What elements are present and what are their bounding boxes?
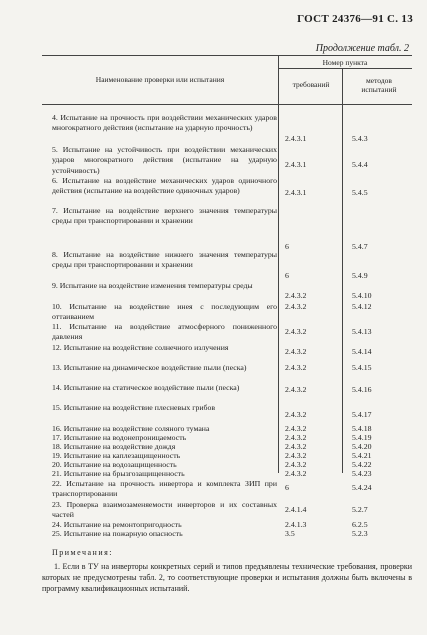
row-meth: 6.2.5 xyxy=(352,520,368,529)
row-meth: 5.4.5 xyxy=(352,188,368,197)
notes-title: Примечания: xyxy=(52,548,114,557)
row-req: 2.4.3.1 xyxy=(285,160,307,169)
row-req: 6 xyxy=(285,483,289,492)
row-name: 7. Испытание на воздействие верхнего значения температуры среды при транспортировании и хранении xyxy=(52,206,277,226)
column-header-name: Наименование проверки или испытания xyxy=(95,75,225,84)
row-req: 2.4.3.2 xyxy=(285,327,307,336)
row-req: 2.4.3.2 xyxy=(285,442,307,451)
page-header: ГОСТ 24376—91 С. 13 xyxy=(297,13,413,25)
row-meth: 5.4.7 xyxy=(352,242,368,251)
row-meth: 5.4.13 xyxy=(352,327,372,336)
table-divider-name xyxy=(278,55,279,473)
row-req: 2.4.3.2 xyxy=(285,433,307,442)
row-req: 2.4.1.4 xyxy=(285,505,307,514)
notes-block xyxy=(42,547,412,594)
row-meth: 5.4.12 xyxy=(352,302,372,311)
row-meth: 5.4.14 xyxy=(352,347,372,356)
row-req: 6 xyxy=(285,242,289,251)
row-meth: 5.4.23 xyxy=(352,469,372,478)
row-req: 2.4.3.2 xyxy=(285,460,307,469)
row-name: 13. Испытание на динамическое воздействие пыли (песка) xyxy=(52,363,247,372)
row-name: 5. Испытание на устойчивость при воздействии механических ударов многократного действия (испытание на ударную устойчивость) xyxy=(52,145,277,175)
row-req: 2.4.3.1 xyxy=(285,188,307,197)
table-top-rule xyxy=(42,55,412,56)
table-header-bottom-rule xyxy=(42,104,412,105)
row-req: 2.4.3.2 xyxy=(285,302,307,311)
row-meth: 5.4.15 xyxy=(352,363,372,372)
table-continuation-label: Продолжение табл. 2 xyxy=(315,43,409,54)
row-meth: 5.4.19 xyxy=(352,433,372,442)
row-meth: 5.4.21 xyxy=(352,451,372,460)
row-meth: 5.4.18 xyxy=(352,424,372,433)
row-name: 15. Испытание на воздействие плесневых грибов xyxy=(52,403,216,412)
row-req: 2.4.3.2 xyxy=(285,451,307,460)
row-name: 21. Испытание на брызгозащищенность xyxy=(52,469,185,478)
row-req: 2.4.3.2 xyxy=(285,291,307,300)
table-divider-codes xyxy=(342,68,343,473)
row-meth: 5.4.22 xyxy=(352,460,372,469)
row-req: 2.4.3.2 xyxy=(285,363,307,372)
row-name: 4. Испытание на прочность при воздействии механических ударов многократного действия (испытание на ударную прочность) xyxy=(52,113,277,133)
row-meth: 5.2.3 xyxy=(352,529,368,538)
row-name: 25. Испытание на пожарную опасность xyxy=(52,529,183,538)
row-name: 8. Испытание на воздействие нижнего значения температуры среды при транспортировании и хранении xyxy=(52,250,277,270)
row-req: 2.4.3.2 xyxy=(285,385,307,394)
row-req: 2.4.3.1 xyxy=(285,134,307,143)
row-meth: 5.2.7 xyxy=(352,505,368,514)
row-name: 18. Испытание на воздействие дождя xyxy=(52,442,176,451)
row-req: 2.4.3.2 xyxy=(285,469,307,478)
row-req: 3.5 xyxy=(285,529,295,538)
column-header-methods: методов испытаний xyxy=(361,76,397,94)
row-name: 23. Проверка взаимозаменяемости инверторов и их составных частей xyxy=(52,500,277,520)
row-name: 20. Испытание на водозащищенность xyxy=(52,460,177,469)
column-group-header: Номер пункта xyxy=(322,58,368,67)
notes-text: 1. Если в ТУ на инверторы конкретных серий и типов предъявлены технические требования, проверки которых не предусмотрены табл. 2, то соответствующие проверки и испытания должны быть включены в программу квалификационных испытаний. xyxy=(42,562,412,593)
row-name: 9. Испытание на воздействие изменения температуры среды xyxy=(52,281,253,290)
row-name: 19. Испытание на каплезащищенность xyxy=(52,451,181,460)
column-header-requirements: требований xyxy=(292,80,330,89)
row-name: 16. Испытание на воздействие соляного тумана xyxy=(52,424,210,433)
row-meth: 5.4.24 xyxy=(352,483,372,492)
row-req: 2.4.3.2 xyxy=(285,410,307,419)
row-req: 2.4.3.2 xyxy=(285,424,307,433)
row-meth: 5.4.4 xyxy=(352,160,368,169)
group-header-rule xyxy=(278,68,412,69)
row-name: 6. Испытание на воздействие механических ударов одиночного действия (испытание на воздействие одиночных ударов) xyxy=(52,176,277,196)
row-req: 2.4.1.3 xyxy=(285,520,307,529)
row-name: 11. Испытание на воздействие атмосферного пониженного давления xyxy=(52,322,277,342)
row-meth: 5.4.9 xyxy=(352,271,368,280)
row-meth: 5.4.3 xyxy=(352,134,368,143)
row-name: 22. Испытание на прочность инвертора и комплекта ЗИП при транспортировании xyxy=(52,479,277,499)
row-name: 24. Испытание на ремонтопригодность xyxy=(52,520,182,529)
row-meth: 5.4.17 xyxy=(352,410,372,419)
row-name: 14. Испытание на статическое воздействие пыли (песка) xyxy=(52,383,240,392)
row-name: 12. Испытание на воздействие солнечного излучения xyxy=(52,343,229,352)
row-meth: 5.4.20 xyxy=(352,442,372,451)
row-req: 2.4.3.2 xyxy=(285,347,307,356)
row-meth: 5.4.10 xyxy=(352,291,372,300)
row-name: 10. Испытание на воздействие инея с последующим его оттаиванием xyxy=(52,302,277,322)
row-name: 17. Испытание на водонепроницаемость xyxy=(52,433,187,442)
row-req: 6 xyxy=(285,271,289,280)
row-meth: 5.4.16 xyxy=(352,385,372,394)
